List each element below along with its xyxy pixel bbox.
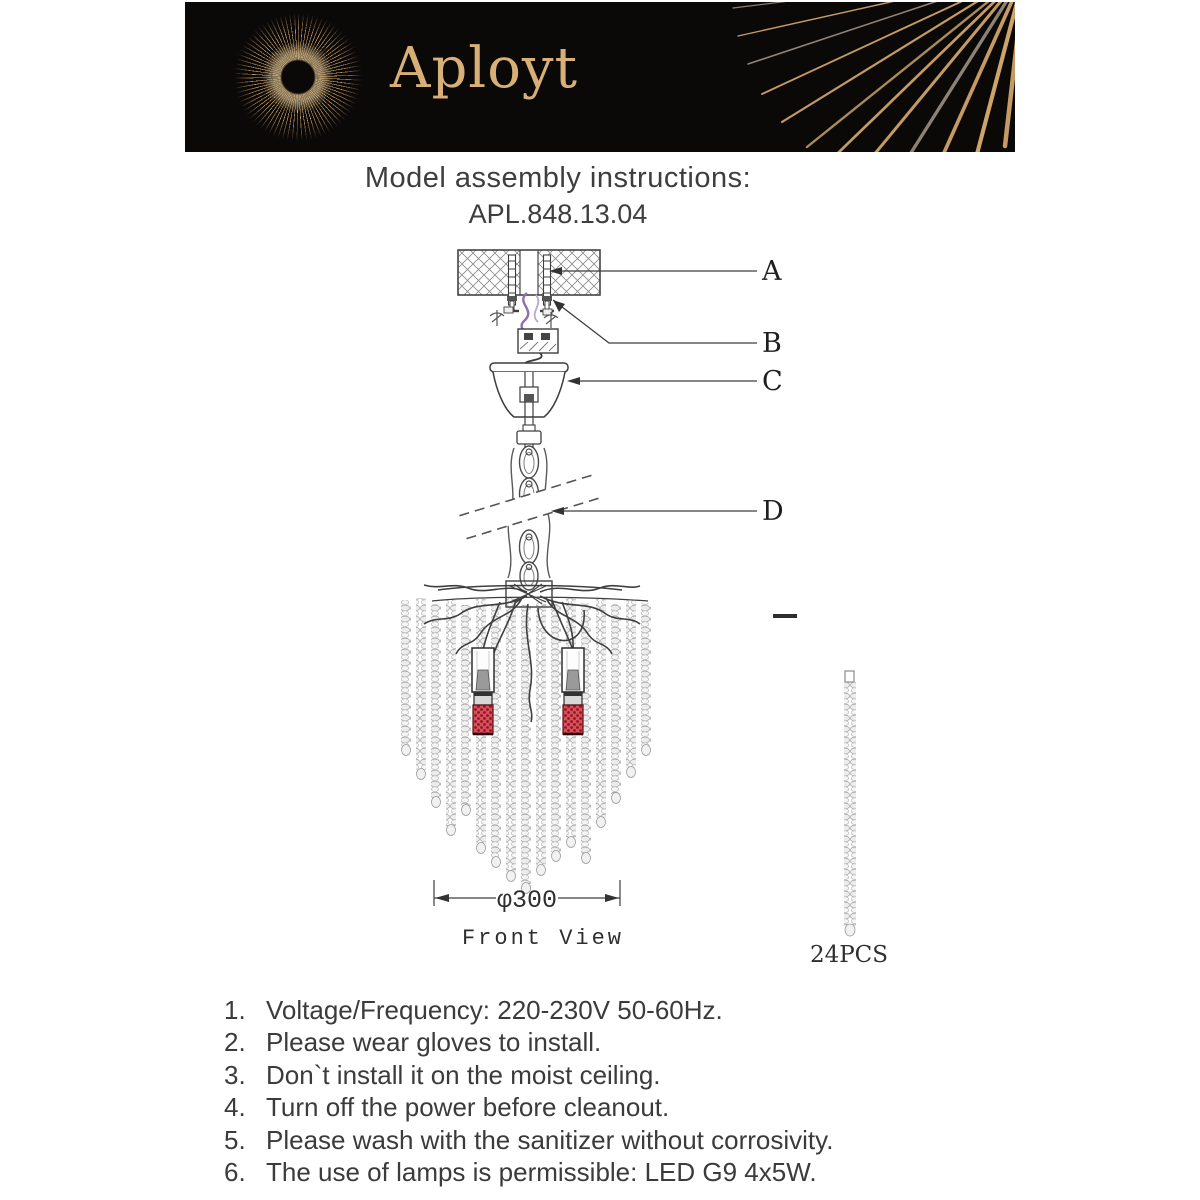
instruction-text: Turn off the power before cleanout. <box>266 1092 670 1123</box>
assembly-diagram <box>200 240 1000 985</box>
expansion-screws <box>490 307 558 328</box>
crystal-strands <box>401 598 651 894</box>
part-label-c: C <box>762 366 783 397</box>
part-leaders <box>549 267 757 515</box>
instruction-item <box>224 1092 984 1125</box>
instruction-number: 2. <box>224 1027 246 1058</box>
strand-count-label: 24PCS <box>809 942 889 968</box>
instruction-item <box>224 1059 984 1092</box>
page-title: Model assembly instructions: <box>364 162 752 194</box>
instruction-item <box>224 1124 984 1157</box>
instruction-number: 3. <box>224 1059 246 1090</box>
instruction-text: Please wear gloves to install. <box>266 1027 602 1058</box>
view-label: Front View <box>461 926 625 951</box>
part-label-d: D <box>762 496 784 527</box>
instructions-list <box>224 994 984 1189</box>
instruction-text: Please wash with the sanitizer without corrosivity. <box>266 1124 834 1155</box>
instruction-number: 6. <box>224 1157 246 1188</box>
instruction-text: The use of lamps is permissible: LED G9 4x5W. <box>266 1157 817 1188</box>
sample-strand <box>844 671 856 936</box>
decorative-rays-icon <box>185 2 1015 152</box>
instruction-number: 5. <box>224 1124 246 1155</box>
ceiling-canopy <box>490 363 568 450</box>
lamp-socket-left <box>472 648 494 734</box>
model-number: APL.848.13.04 <box>468 199 648 229</box>
instruction-item <box>224 994 984 1027</box>
instruction-number: 1. <box>224 994 246 1025</box>
instruction-item <box>224 1157 984 1190</box>
instruction-item <box>224 1027 984 1060</box>
instruction-text: Don`t install it on the moist ceiling. <box>266 1059 661 1090</box>
dimension-label: φ300 <box>496 886 558 915</box>
part-label-b: B <box>762 328 782 359</box>
part-label-a: A <box>762 256 782 287</box>
lamp-socket-right <box>562 648 584 734</box>
brand-name: Aployt <box>390 36 579 101</box>
ceiling-mount <box>458 250 600 295</box>
title-block <box>158 162 958 230</box>
instruction-text: Voltage/Frequency: 220-230V 50-60Hz. <box>266 994 723 1025</box>
terminal-block <box>518 329 558 366</box>
instruction-number: 4. <box>224 1092 246 1123</box>
brand-banner <box>185 2 1015 152</box>
